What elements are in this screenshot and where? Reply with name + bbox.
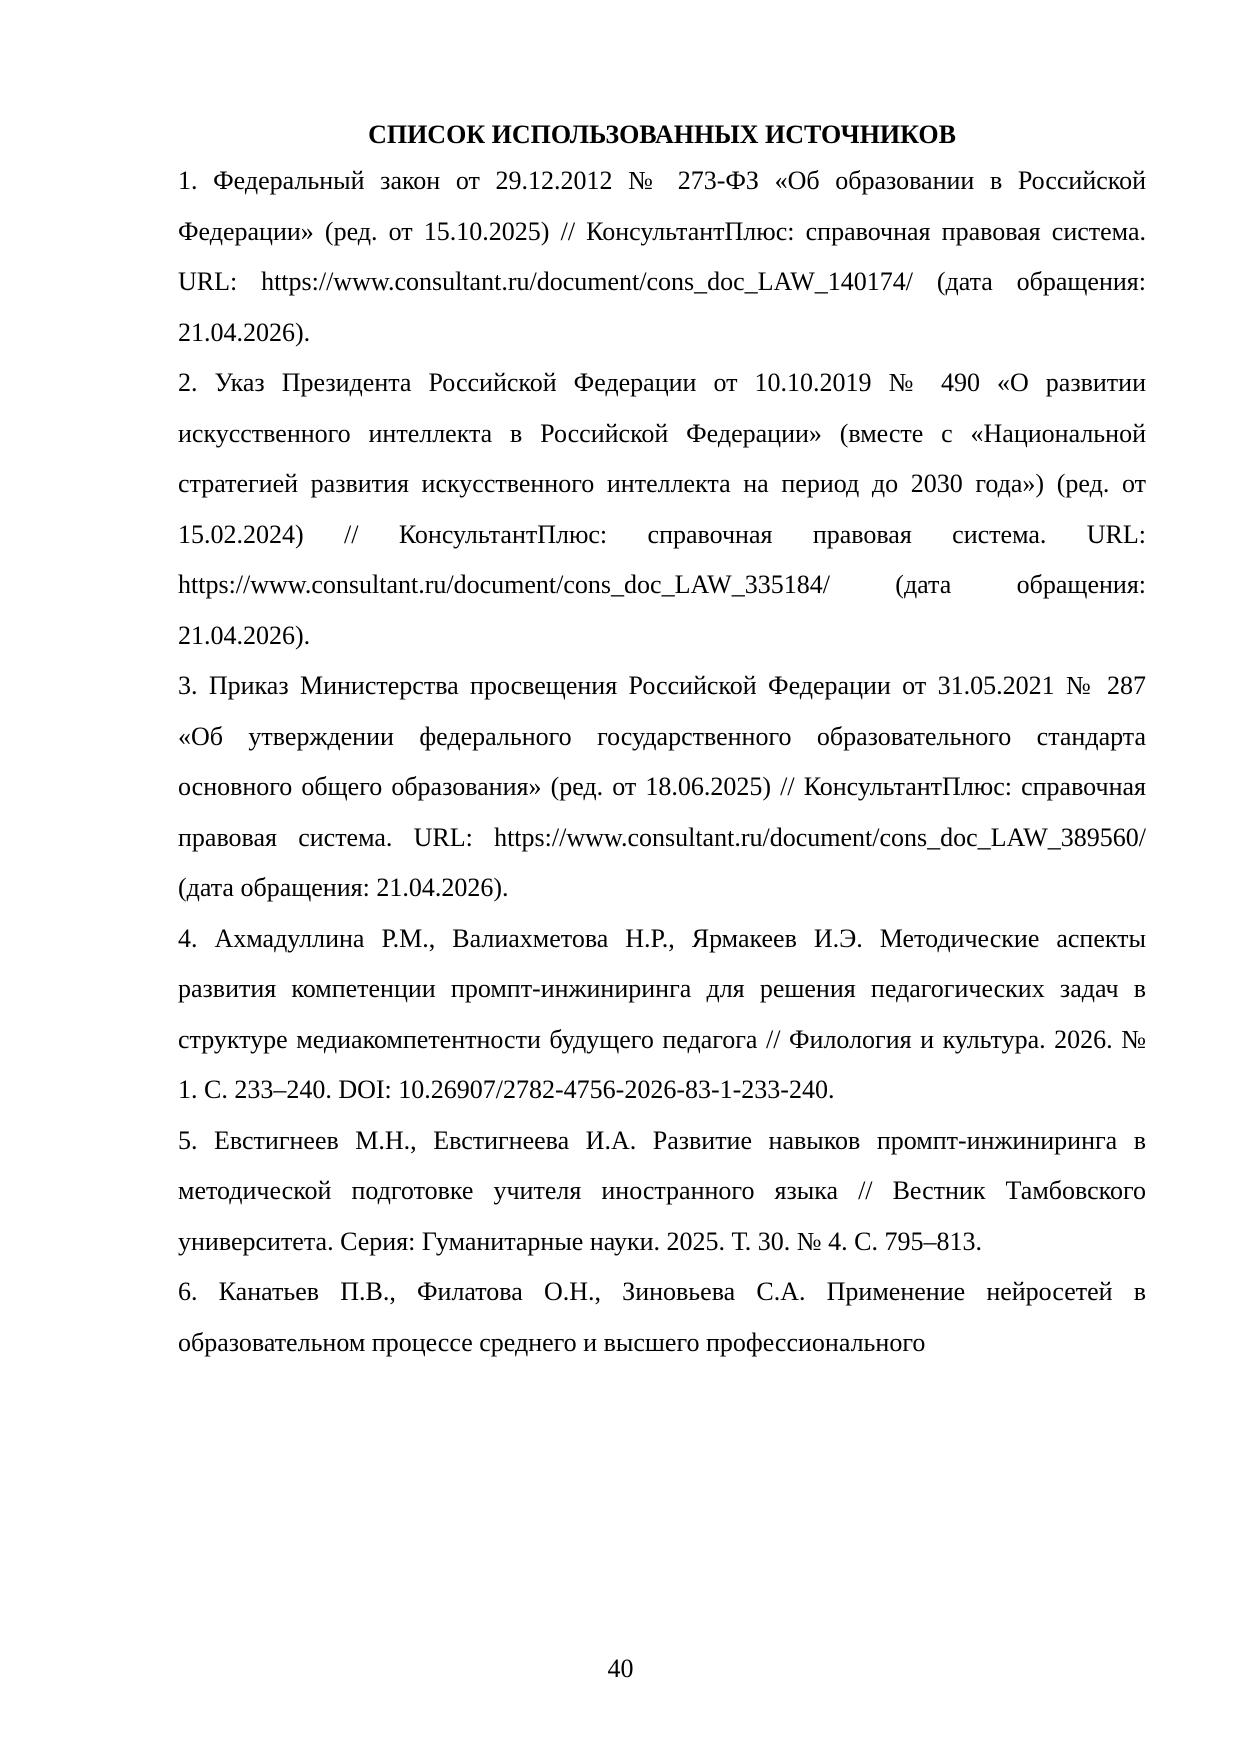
- reference-item: 2. Указ Президента Российской Федерации от 10.10.2019 № 490 «О развитии искусственного интеллекта в Российской Федерации» (вместе с «Национальной стратегией развития искусственного интеллекта на период до 2030 года») (ред. от 15.02.2024) // КонсультантПлюс: справочная правовая система. URL: https://www.consultant.ru/document/cons_doc_LAW_335184/ (дата обращения: 21.04.2026).: [178, 368, 1146, 650]
- reference-item: 6. Канатьев П.В., Филатова О.Н., Зиновьева С.А. Применение нейросетей в образовательном процессе среднего и высшего профессионального: [178, 1277, 1146, 1357]
- reference-item: 5. Евстигнеев М.Н., Евстигнеева И.А. Развитие навыков промпт-инжиниринга в методической подготовке учителя иностранного языка // Вестник Тамбовского университета. Серия: Гуманитарные науки. 2025. Т. 30. № 4. С. 795–813.: [178, 1125, 1146, 1256]
- reference-item: 1. Федеральный закон от 29.12.2012 № 273-ФЗ «Об образовании в Российской Федерации» (ред. от 15.10.2025) // КонсультантПлюс: справочная правовая система. URL: https://www.consultant.ru/document/cons_doc_LAW_140174/ (дата обращения: 21.04.2026).: [178, 166, 1146, 347]
- document-page: [178, 118, 1146, 1368]
- reference-list: [178, 156, 1146, 1368]
- reference-item: 3. Приказ Министерства просвещения Российской Федерации от 31.05.2021 № 287 «Об утверждении федерального государственного образовательного стандарта основного общего образования» (ред. от 18.06.2025) // КонсультантПлюс: справочная правовая система. URL: https://www.consultant.ru/document/cons_doc_LAW_389560/ (дата обращения: 21.04.2026).: [178, 671, 1146, 902]
- reference-item: 4. Ахмадуллина Р.М., Валиахметова Н.Р., Ярмакеев И.Э. Методические аспекты развития компетенции промпт-инжиниринга для решения педагогических задач в структуре медиакомпетентности будущего педагога // Филология и культура. 2026. № 1. С. 233–240. DOI: 10.26907/2782-4756-2026-83-1-233-240.: [178, 923, 1146, 1104]
- page-title: СПИСОК ИСПОЛЬЗОВАННЫХ ИСТОЧНИКОВ: [368, 120, 956, 149]
- page-number: 40: [607, 1654, 634, 1683]
